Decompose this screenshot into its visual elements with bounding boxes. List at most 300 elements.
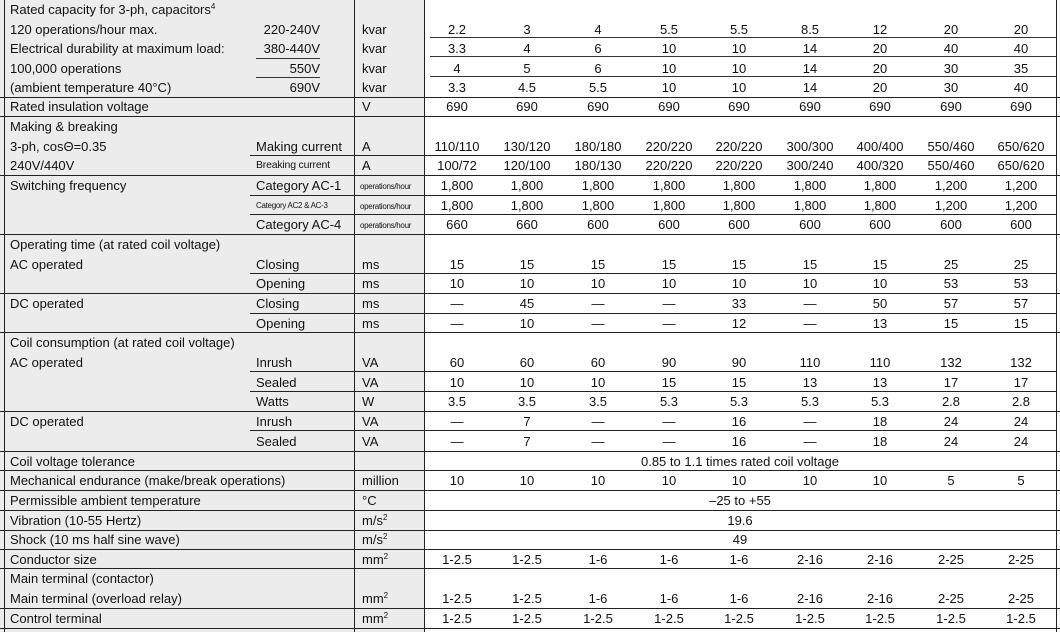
value-cell: 132 <box>940 355 962 370</box>
value-cell: 15 <box>519 257 535 272</box>
value-cell: 660 <box>446 217 468 232</box>
value-cell: 690 <box>799 99 821 114</box>
row-underline <box>256 77 320 78</box>
inrush-label: Inrush <box>256 414 293 429</box>
value-cell: 16 <box>731 414 747 429</box>
watts-label: Watts <box>256 394 289 409</box>
value-cell: 30 <box>943 80 959 95</box>
grid-line <box>0 175 1060 176</box>
value-cell: 690 <box>940 99 962 114</box>
unit-label: V <box>362 99 371 114</box>
value-cell: 2-16 <box>866 552 894 567</box>
value-cell: 5 <box>947 473 955 488</box>
value-cell: 690 <box>728 99 750 114</box>
value-cell: 110 <box>799 355 821 370</box>
insulation-label: Rated insulation voltage <box>10 99 149 114</box>
value-cell: 220/220 <box>645 158 693 173</box>
value-cell: 132 <box>1010 355 1032 370</box>
breaking-current-label: Breaking current <box>256 159 330 171</box>
operating-time-label: Operating time (at rated coil voltage) <box>10 237 221 252</box>
value-cell: 12 <box>731 316 747 331</box>
sealed-label: Sealed <box>256 434 297 449</box>
control-terminal-label: Control terminal <box>10 611 102 626</box>
value-cell: — <box>803 316 817 331</box>
value-cell: 1,800 <box>440 198 474 213</box>
value-cell: 5.3 <box>659 394 679 409</box>
value-cell: 20 <box>872 80 888 95</box>
value-cell: 1,200 <box>1004 178 1038 193</box>
unit-label: VA <box>362 434 379 449</box>
value-cell: 10 <box>449 375 465 390</box>
grid-line <box>0 234 1060 235</box>
value-cell: — <box>803 296 817 311</box>
value-cell: 7 <box>523 434 531 449</box>
value-cell: 33 <box>731 296 747 311</box>
voltage-label: 550V <box>289 61 320 76</box>
unit-label: VA <box>362 375 379 390</box>
value-cell: 1-2.5 <box>865 611 895 626</box>
grid-line <box>0 549 1060 550</box>
value-cell: 14 <box>802 80 818 95</box>
ac-operated-label: AC operated <box>10 257 83 272</box>
value-cell: 5 <box>1017 473 1025 488</box>
value-cell: 2-25 <box>937 591 965 606</box>
value-cell: 1,800 <box>863 198 897 213</box>
value-cell: 8.5 <box>800 22 820 37</box>
value-cell: 90 <box>661 355 677 370</box>
grid-line <box>4 0 5 632</box>
value-cell: 1,800 <box>722 178 756 193</box>
value-cell: 10 <box>590 276 606 291</box>
row-underline <box>430 76 1056 77</box>
value-cell: 24 <box>943 414 959 429</box>
value-cell: 10 <box>661 473 677 488</box>
unit-label: W <box>362 394 375 409</box>
unit-label: ms <box>362 316 380 331</box>
unit-label: VA <box>362 414 379 429</box>
value-cell: 24 <box>1013 434 1029 449</box>
value-cell: 10 <box>519 473 535 488</box>
value-cell: — <box>662 296 676 311</box>
value-cell: 4 <box>594 22 602 37</box>
switching-label: Switching frequency <box>10 178 127 193</box>
value-cell: 13 <box>872 316 888 331</box>
value-cell: 100/72 <box>437 158 477 173</box>
value-cell: 1-2.5 <box>583 611 613 626</box>
value-cell: 690 <box>446 99 468 114</box>
value-cell: 110 <box>869 355 891 370</box>
value-cell: 4 <box>453 61 461 76</box>
value-cell: 5.3 <box>729 394 749 409</box>
unit-label: °C <box>362 493 377 508</box>
value-cell: 10 <box>872 473 888 488</box>
value-cell: 15 <box>731 257 747 272</box>
value-cell: 600 <box>799 217 821 232</box>
value-cell: 5.3 <box>800 394 820 409</box>
value-cell: 15 <box>661 375 677 390</box>
value-cell: 220/220 <box>645 139 693 154</box>
value-cell: 1-2.5 <box>512 552 542 567</box>
value-cell: 10 <box>731 276 747 291</box>
value-cell: 690 <box>869 99 891 114</box>
vibration-label: Vibration (10-55 Hertz) <box>10 513 142 528</box>
value-cell: 25 <box>943 257 959 272</box>
grid-line <box>0 470 1060 471</box>
grid-line <box>0 490 1060 491</box>
value-cell: 10 <box>449 276 465 291</box>
value-cell: 1,200 <box>934 178 968 193</box>
value-cell: 50 <box>872 296 888 311</box>
value-cell: 10 <box>802 276 818 291</box>
value-cell: 18 <box>872 414 888 429</box>
value-cell: 2-16 <box>796 591 824 606</box>
coil-consumption-label: Coil consumption (at rated coil voltage) <box>10 335 235 350</box>
value-cell: 1-2.5 <box>512 611 542 626</box>
row-underline <box>256 58 320 59</box>
grid-line <box>354 0 355 632</box>
value-cell: 40 <box>1013 41 1029 56</box>
value-cell: 550/460 <box>927 158 975 173</box>
value-cell: 20 <box>943 22 959 37</box>
value-cell: 400/400 <box>856 139 904 154</box>
making-current-label: Making current <box>256 139 342 154</box>
value-cell: 5 <box>523 61 531 76</box>
mechanical-endurance-label: Mechanical endurance (make/break operations) <box>10 473 286 488</box>
value-cell: 60 <box>590 355 606 370</box>
value-cell: 17 <box>943 375 959 390</box>
value-cell: 30 <box>943 61 959 76</box>
value-cell: 2-25 <box>937 552 965 567</box>
value-cell: 10 <box>661 276 677 291</box>
value-cell: 1,800 <box>510 178 544 193</box>
shock-label: Shock (10 ms half sine wave) <box>10 532 180 547</box>
value-cell: 10 <box>661 80 677 95</box>
value-cell: 110/110 <box>434 139 480 154</box>
closing-label: Closing <box>256 296 300 311</box>
value-cell: 13 <box>872 375 888 390</box>
value-cell: 5.5 <box>659 22 679 37</box>
row-divider <box>250 273 1056 274</box>
value-cell: — <box>591 296 605 311</box>
unit-label: $mm^2$ <box>362 591 389 606</box>
category-ac23-label: Category AC2 & AC-3 <box>256 201 328 210</box>
value-cell: 3.3 <box>447 80 467 95</box>
value-cell: 10 <box>731 41 747 56</box>
value-cell: 35 <box>1013 61 1029 76</box>
value-cell: 1,800 <box>793 198 827 213</box>
value-cell: — <box>662 434 676 449</box>
value-cell: 1,200 <box>934 198 968 213</box>
closing-label: Closing <box>256 257 300 272</box>
value-cell: 10 <box>519 276 535 291</box>
value-cell: 10 <box>590 375 606 390</box>
unit-label: kvar <box>362 61 387 76</box>
value-cell: 13 <box>802 375 818 390</box>
value-cell: 1,800 <box>722 198 756 213</box>
unit-label: kvar <box>362 80 387 95</box>
value-cell: 18 <box>872 434 888 449</box>
value-cell: 15 <box>872 257 888 272</box>
value-cell: 180/130 <box>574 158 622 173</box>
value-cell: 690 <box>1010 99 1032 114</box>
value-cell: — <box>662 414 676 429</box>
value-cell: 1-2.5 <box>654 611 684 626</box>
value-cell: — <box>591 434 605 449</box>
durability-ops-label: 100,000 operations <box>10 61 122 76</box>
unit-label: $mm^2$ <box>362 552 389 567</box>
row-divider <box>250 430 1056 431</box>
unit-label: A <box>362 139 371 154</box>
value-cell: — <box>591 316 605 331</box>
value-cell: 4.5 <box>517 80 537 95</box>
tolerance-label: Coil voltage tolerance <box>10 454 136 469</box>
value-cell: 600 <box>940 217 962 232</box>
shock-value: 49 <box>732 532 748 547</box>
ambient-temperature-label: Permissible ambient temperature <box>10 493 201 508</box>
value-cell: — <box>450 414 464 429</box>
value-cell: 1-2.5 <box>795 611 825 626</box>
row-divider <box>250 155 1056 156</box>
voltage-label: 380-440V <box>263 41 320 56</box>
unit-label: kvar <box>362 22 387 37</box>
grid-line <box>0 608 1060 609</box>
value-cell: 15 <box>661 257 677 272</box>
value-cell: 1-2.5 <box>724 611 754 626</box>
value-cell: 2-16 <box>866 591 894 606</box>
value-cell: 1-6 <box>659 552 679 567</box>
value-cell: 10 <box>661 61 677 76</box>
unit-label: ms <box>362 257 380 272</box>
value-cell: 120/100 <box>503 158 551 173</box>
value-cell: 690 <box>587 99 609 114</box>
value-cell: 10 <box>731 61 747 76</box>
value-cell: 2-25 <box>1007 591 1035 606</box>
value-cell: 3.5 <box>588 394 608 409</box>
unit-label: kvar <box>362 41 387 56</box>
durability-label: Electrical durability at maximum load: <box>10 41 225 56</box>
row-divider <box>250 371 1056 372</box>
value-cell: — <box>591 414 605 429</box>
value-cell: 600 <box>658 217 680 232</box>
value-cell: 57 <box>943 296 959 311</box>
value-cell: 400/320 <box>856 158 904 173</box>
value-cell: 1,200 <box>1004 198 1038 213</box>
value-cell: 220/220 <box>715 139 763 154</box>
value-cell: 1-2.5 <box>936 611 966 626</box>
category-ac4-label: Category AC-4 <box>256 217 342 232</box>
value-cell: 40 <box>943 41 959 56</box>
grid-line <box>0 510 1060 511</box>
value-cell: 1,800 <box>863 178 897 193</box>
row-underline <box>430 56 1056 57</box>
value-cell: 2.8 <box>1011 394 1031 409</box>
inrush-label: Inrush <box>256 355 293 370</box>
grid-line <box>0 628 1060 629</box>
grid-line <box>1056 0 1057 632</box>
value-cell: 130/120 <box>503 139 551 154</box>
value-cell: 10 <box>449 473 465 488</box>
making-phase-label: 3-ph, cosΘ=0.35 <box>10 139 107 154</box>
value-cell: 25 <box>1013 257 1029 272</box>
tolerance-value: 0.85 to 1.1 times rated coil voltage <box>640 454 839 469</box>
value-cell: 15 <box>449 257 465 272</box>
value-cell: 1,800 <box>510 198 544 213</box>
unit-label: operations/hour <box>360 202 412 211</box>
value-cell: 1-2.5 <box>442 552 472 567</box>
value-cell: 24 <box>943 434 959 449</box>
grid-line <box>0 332 1060 333</box>
dc-operated-label: DC operated <box>10 414 84 429</box>
conductor-size-label: Conductor size <box>10 552 97 567</box>
value-cell: 14 <box>802 61 818 76</box>
value-cell: 10 <box>590 473 606 488</box>
main-terminal-contactor-label: Main terminal (contactor) <box>10 571 154 586</box>
value-cell: 10 <box>661 41 677 56</box>
value-cell: 1,800 <box>581 178 615 193</box>
ambient-note-label: (ambient temperature 40°C) <box>10 80 172 95</box>
value-cell: 300/240 <box>786 158 834 173</box>
value-cell: 1-6 <box>729 552 749 567</box>
value-cell: 300/300 <box>786 139 834 154</box>
value-cell: 12 <box>872 22 888 37</box>
value-cell: 1-2.5 <box>442 611 472 626</box>
value-cell: 1,800 <box>581 198 615 213</box>
value-cell: 15 <box>590 257 606 272</box>
value-cell: 2-25 <box>1007 552 1035 567</box>
capacity-label: Rated capacity for 3-ph, capacitors$^4$ <box>10 2 216 17</box>
opening-label: Opening <box>256 316 306 331</box>
grid-line <box>0 293 1060 294</box>
value-cell: 1,800 <box>793 178 827 193</box>
value-cell: 10 <box>802 473 818 488</box>
value-cell: — <box>662 316 676 331</box>
unit-label: $m/s^2$ <box>362 513 388 528</box>
value-cell: 220/220 <box>715 158 763 173</box>
value-cell: 2.8 <box>941 394 961 409</box>
grid-line <box>0 568 1060 569</box>
value-cell: 10 <box>519 316 535 331</box>
value-cell: 600 <box>1010 217 1032 232</box>
opening-label: Opening <box>256 276 306 291</box>
value-cell: 6 <box>594 61 602 76</box>
value-cell: 600 <box>587 217 609 232</box>
value-cell: 2.2 <box>447 22 467 37</box>
unit-label: million <box>362 473 399 488</box>
value-cell: 600 <box>728 217 750 232</box>
value-cell: 60 <box>519 355 535 370</box>
voltage-label: 690V <box>289 80 320 95</box>
row-divider <box>250 195 1056 196</box>
value-cell: 3.5 <box>517 394 537 409</box>
value-cell: 5.3 <box>870 394 890 409</box>
value-cell: — <box>803 414 817 429</box>
value-cell: 1-2.5 <box>442 591 472 606</box>
value-cell: 3.5 <box>447 394 467 409</box>
value-cell: 690 <box>658 99 680 114</box>
value-cell: 180/180 <box>574 139 622 154</box>
voltage-label: 220-240V <box>263 22 320 37</box>
value-cell: 20 <box>872 41 888 56</box>
value-cell: — <box>450 296 464 311</box>
value-cell: 15 <box>943 316 959 331</box>
value-cell: 10 <box>731 80 747 95</box>
value-cell: 1,800 <box>652 178 686 193</box>
value-cell: 20 <box>872 61 888 76</box>
unit-label: $m/s^2$ <box>362 532 388 547</box>
vibration-value: 19.6 <box>727 513 753 528</box>
unit-label: VA <box>362 355 379 370</box>
value-cell: 45 <box>519 296 535 311</box>
row-divider <box>250 391 1056 392</box>
value-cell: 7 <box>523 414 531 429</box>
value-cell: — <box>450 316 464 331</box>
value-cell: 5.5 <box>729 22 749 37</box>
value-cell: 16 <box>731 434 747 449</box>
unit-label: ms <box>362 276 380 291</box>
value-cell: 1-6 <box>659 591 679 606</box>
value-cell: 650/620 <box>997 139 1045 154</box>
grid-line <box>0 116 1060 117</box>
value-cell: 3.3 <box>447 41 467 56</box>
value-cell: 1,800 <box>440 178 474 193</box>
unit-label: ms <box>362 296 380 311</box>
value-cell: 690 <box>516 99 538 114</box>
grid-line <box>0 451 1060 452</box>
capacity-ops-label: 120 operations/hour max. <box>10 22 158 37</box>
value-cell: 3 <box>523 22 531 37</box>
ac-operated-label: AC operated <box>10 355 83 370</box>
value-cell: 660 <box>516 217 538 232</box>
value-cell: 650/620 <box>997 158 1045 173</box>
value-cell: 600 <box>869 217 891 232</box>
value-cell: 57 <box>1013 296 1029 311</box>
value-cell: 6 <box>594 41 602 56</box>
unit-label: operations/hour <box>360 221 412 230</box>
unit-label: A <box>362 158 371 173</box>
row-divider <box>250 313 1056 314</box>
value-cell: 14 <box>802 41 818 56</box>
value-cell: 10 <box>519 375 535 390</box>
row-divider <box>250 214 1056 215</box>
unit-label: $mm^2$ <box>362 611 389 626</box>
value-cell: 1-2.5 <box>1006 611 1036 626</box>
row-underline <box>430 37 1056 38</box>
value-cell: 53 <box>1013 276 1029 291</box>
category-ac1-label: Category AC-1 <box>256 178 342 193</box>
value-cell: 2-16 <box>796 552 824 567</box>
value-cell: 40 <box>1013 80 1029 95</box>
value-cell: 10 <box>731 473 747 488</box>
value-cell: 10 <box>872 276 888 291</box>
grid-line <box>0 411 1060 412</box>
grid-line <box>0 530 1060 531</box>
sealed-label: Sealed <box>256 375 297 390</box>
value-cell: — <box>803 434 817 449</box>
unit-label: operations/hour <box>360 182 412 191</box>
value-cell: 90 <box>731 355 747 370</box>
value-cell: 15 <box>802 257 818 272</box>
value-cell: 5.5 <box>588 80 608 95</box>
value-cell: 20 <box>1013 22 1029 37</box>
value-cell: 4 <box>523 41 531 56</box>
value-cell: 53 <box>943 276 959 291</box>
making-voltage-label: 240V/440V <box>10 158 75 173</box>
value-cell: 1-6 <box>588 552 608 567</box>
value-cell: 17 <box>1013 375 1029 390</box>
value-cell: 550/460 <box>927 139 975 154</box>
dc-operated-label: DC operated <box>10 296 84 311</box>
value-cell: — <box>450 434 464 449</box>
